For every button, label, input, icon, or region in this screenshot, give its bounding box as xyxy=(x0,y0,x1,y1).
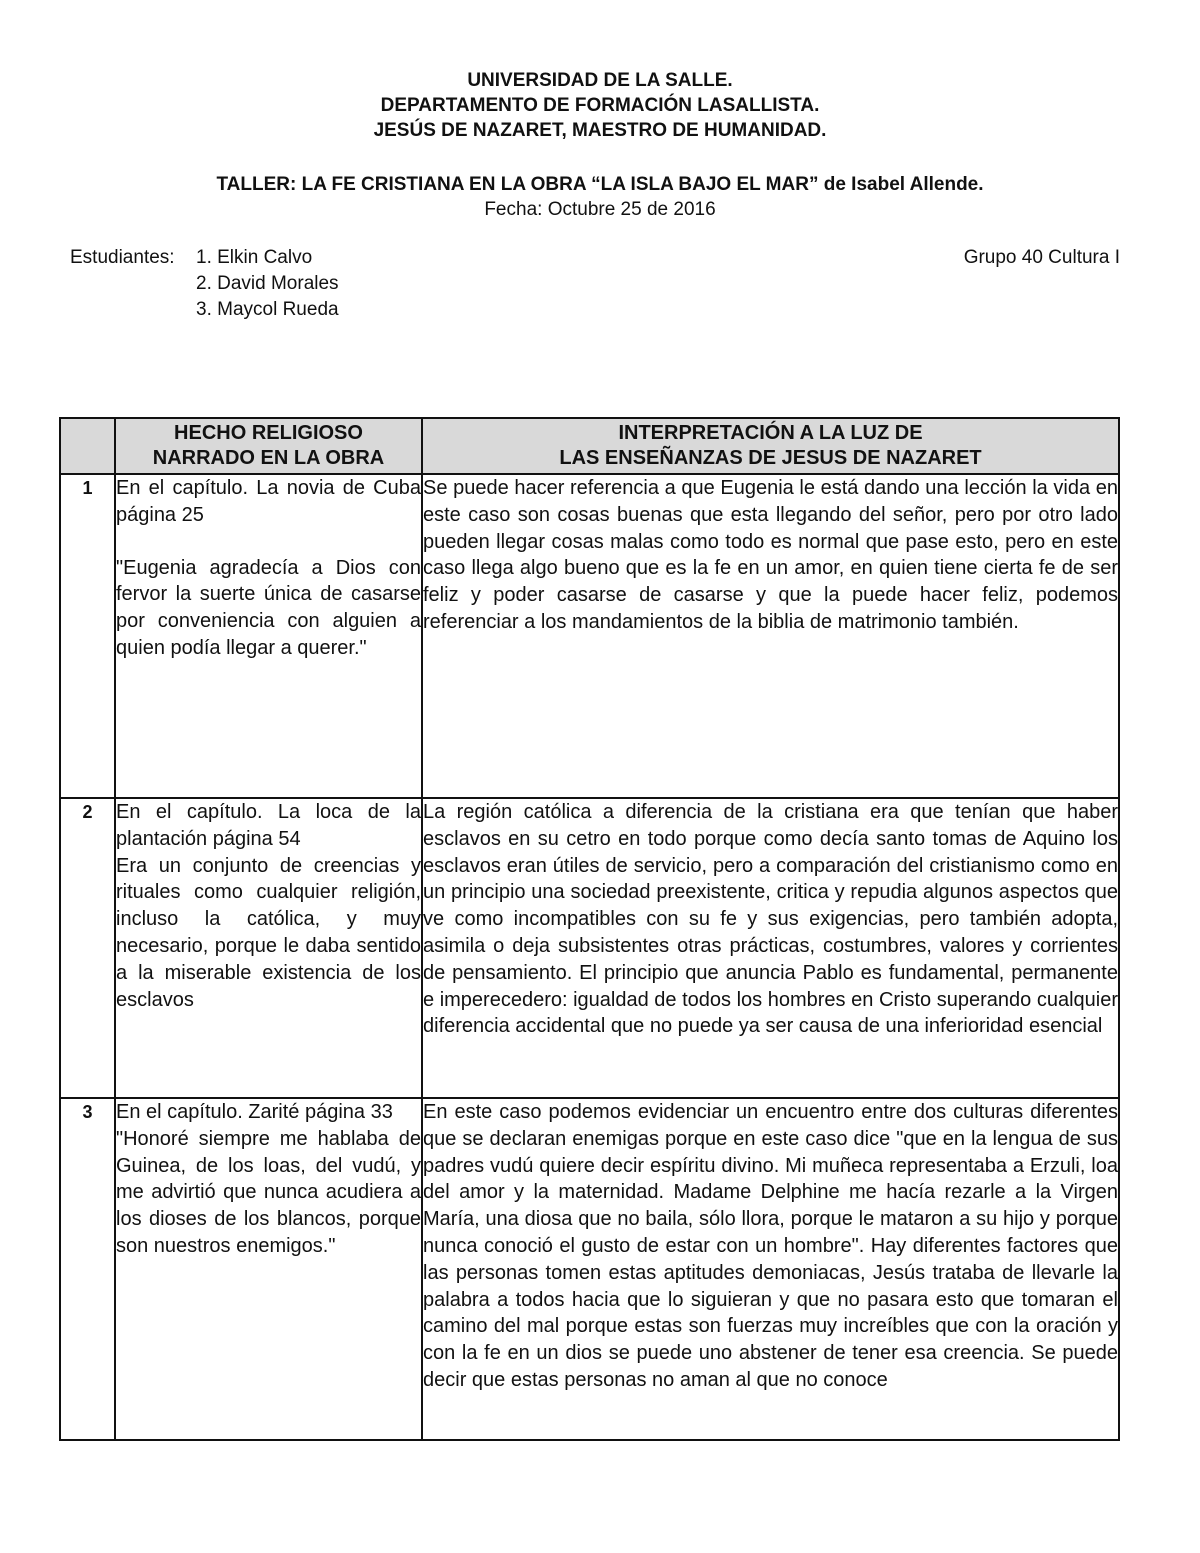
row-number: 1 xyxy=(60,474,115,798)
student-3: 3. Maycol Rueda xyxy=(196,299,339,320)
interpretacion-cell: Se puede hacer referencia a que Eugenia le está dando una lección la vida en este caso son cosas buenas que esta llegando del señor, pero por otro lado pueden llegar cosas malas como todo es normal que pase esto, pero en este caso llega algo bueno que es la fe en un amor, en quien tiene cierta fe de ser feliz y poder casarse de casarse y que la puede hacer feliz, podemos referenciar a los mandamientos de la biblia de matrimonio también. xyxy=(422,474,1119,798)
religious-facts-table xyxy=(59,417,1120,1441)
course-title: JESÚS DE NAZARET, MAESTRO DE HUMANIDAD. xyxy=(373,120,827,141)
hecho-quote: Era un conjunto de creencias y rituales como cualquier religión, incluso la católica, y muy necesario, porque le daba sentido a la miserable existencia de los esclavos xyxy=(116,854,421,1011)
header-hecho: HECHO RELIGIOSO NARRADO EN LA OBRA xyxy=(115,418,422,474)
table-row xyxy=(60,798,1119,1098)
hecho-ref: En el capítulo. La novia de Cuba página 25 xyxy=(116,477,421,526)
student-1: 1. Elkin Calvo xyxy=(196,247,313,268)
document-header xyxy=(60,68,1140,143)
department-title: DEPARTAMENTO DE FORMACIÓN LASALLISTA. xyxy=(380,95,820,116)
hecho-ref: En el capítulo. La loca de la plantación página 54 xyxy=(116,801,421,850)
header-num-cell xyxy=(60,418,115,474)
hecho-cell xyxy=(115,474,422,798)
hecho-cell xyxy=(115,1098,422,1440)
hecho-quote: "Honoré siempre me hablaba de Guinea, de los loas, del vudú, y me advirtió que nunca acudiera a los dioses de los blancos, porque son nuestros enemigos." xyxy=(116,1127,421,1257)
hecho-ref: En el capítulo. Zarité página 33 xyxy=(116,1101,393,1123)
fecha: Fecha: Octubre 25 de 2016 xyxy=(484,199,716,220)
grupo: Grupo 40 Cultura I xyxy=(963,247,1120,268)
taller-title: TALLER: LA FE CRISTIANA EN LA OBRA “LA ISLA BAJO EL MAR” de Isabel Allende. xyxy=(216,174,984,195)
students-list xyxy=(196,245,339,323)
interpretacion-cell: La región católica a diferencia de la cristiana era que tenían que haber esclavos en su cetro en todo porque como decía santo tomas de Aquino los esclavos eran útiles de servicio, pero a comparación del cristianismo como en un principio una sociedad preexistente, critica y repudia algunos aspectos que ve como incompatibles con su fe y sus exigencias, pero también adopta, asimila o deja subsistentes otras prácticas, costumbres, valores y corrientes de pensamiento. El principio que anuncia Pablo es fundamental, permanente e imperecedero: igualdad de todos los hombres en Cristo superando cualquier diferencia accidental que no puede ya ser causa de una inferioridad esencial xyxy=(422,798,1119,1098)
table-row xyxy=(60,1098,1119,1440)
hecho-quote: "Eugenia agradecía a Dios con fervor la suerte única de casarse por conveniencia con alguien a quien podía llegar a querer." xyxy=(116,556,421,659)
table-row xyxy=(60,474,1119,798)
header-interpretacion: INTERPRETACIÓN A LA LUZ DE LAS ENSEÑANZAS DE JESUS DE NAZARET xyxy=(422,418,1119,474)
hecho-cell xyxy=(115,798,422,1098)
row-number: 3 xyxy=(60,1098,115,1440)
row-number: 2 xyxy=(60,798,115,1098)
interpretacion-cell: En este caso podemos evidenciar un encuentro entre dos culturas diferentes que se declaran enemigas porque en este caso dice "que en la lengua de sus padres vudú quiere decir espíritu divino. Mi muñeca representaba a Erzuli, loa del amor y la maternidad. Madame Delphine me hacía rezarle a la Virgen María, una diosa que no baila, sólo llora, porque le mataron a su hijo y porque nunca conoció el gusto de estar con un hombre". Hay diferentes factores que las personas tomen estas aptitudes demoniacas, Jesús trataba de llevarle la palabra a todos hacia que lo siguieran y que no pasara esto que tomaran el camino del mal porque estas son fuerzas muy increíbles que con la oración y con la fe en un dios se puede uno abstener de tener esa creencia. Se puede decir que estas personas no aman al que no conoce xyxy=(422,1098,1119,1440)
university-title: UNIVERSIDAD DE LA SALLE. xyxy=(467,70,733,91)
student-2: 2. David Morales xyxy=(196,273,339,294)
students-label: Estudiantes: xyxy=(70,247,175,268)
table-header-row xyxy=(60,418,1119,474)
